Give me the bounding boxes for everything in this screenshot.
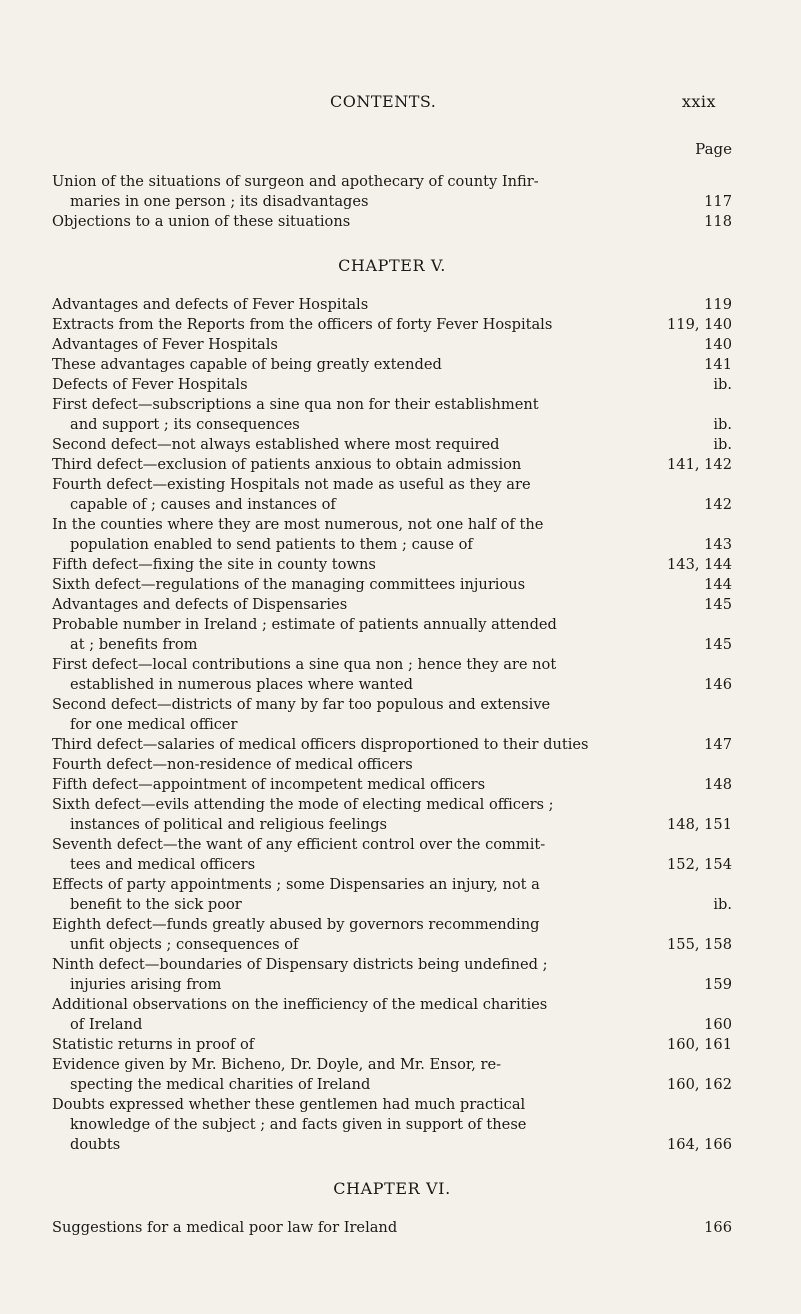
contents-entry [52, 555, 732, 575]
entry-text-line: Statistic returns in proof of [52, 1036, 255, 1053]
entry-text-line: Third defect—exclusion of patients anxious to obtain admission [52, 456, 522, 473]
entry-text-line: Second defect—districts of many by far too populous and extensive [52, 696, 551, 713]
contents-entry [52, 795, 732, 835]
entry-page-ref: 155, 158 [667, 936, 732, 953]
entry-text-line: specting the medical charities of Ireland [70, 1076, 371, 1093]
contents-entry [52, 295, 732, 315]
entry-text-line: These advantages capable of being greatly extended [52, 356, 442, 373]
contents-entry [52, 695, 732, 735]
entry-text-line: of Ireland [70, 1016, 143, 1033]
contents-entry [52, 835, 732, 875]
entry-text-line: maries in one person ; its disadvantages [70, 193, 369, 210]
entry-page-ref: 164, 166 [667, 1136, 732, 1153]
entry-text-line: Suggestions for a medical poor law for Ireland [52, 1219, 398, 1236]
contents-entry [52, 212, 732, 232]
entry-text-line: doubts [70, 1136, 121, 1153]
contents-entry [52, 755, 732, 775]
entry-text-line: instances of political and religious feelings [70, 816, 388, 833]
entry-page-ref: 146 [704, 676, 732, 693]
contents-entry [52, 595, 732, 615]
chapter-v-heading: CHAPTER V. [338, 256, 446, 275]
entry-text-line: benefit to the sick poor [70, 896, 242, 913]
entry-text-line: injuries arising from [70, 976, 222, 993]
contents-entry [52, 655, 732, 695]
entry-text-line: Sixth defect—evils attending the mode of electing medical officers ; [52, 796, 554, 813]
contents-entry [52, 735, 732, 755]
entry-page-ref: 117 [704, 193, 732, 210]
entry-page-ref: 119, 140 [667, 316, 732, 333]
entry-text-line: knowledge of the subject ; and facts given in support of these [70, 1116, 527, 1133]
entry-text-line: Advantages of Fever Hospitals [52, 336, 278, 353]
entry-page-ref: 145 [704, 636, 732, 653]
page-number: xxix [681, 92, 716, 111]
entry-page-ref: 160 [704, 1016, 732, 1033]
section-top-entries [52, 172, 732, 232]
entry-text-line: capable of ; causes and instances of [70, 496, 336, 513]
entry-text-line: Second defect—not always established where most required [52, 436, 500, 453]
page-header [0, 92, 801, 116]
entry-text-line: Advantages and defects of Dispensaries [52, 596, 348, 613]
entry-text-line: Ninth defect—boundaries of Dispensary districts being undefined ; [52, 956, 548, 973]
contents-entry [52, 455, 732, 475]
chapter-vi-heading: CHAPTER VI. [333, 1179, 451, 1198]
entry-page-ref: 160, 161 [667, 1036, 732, 1053]
entry-text-line: Seventh defect—the want of any efficient control over the commit- [52, 836, 546, 853]
entry-text-line: Effects of party appointments ; some Dispensaries an injury, not a [52, 876, 540, 893]
contents-entry [52, 915, 732, 955]
entry-text-line: Doubts expressed whether these gentlemen had much practical [52, 1096, 526, 1113]
entry-page-ref: 140 [704, 336, 732, 353]
entry-text-line: Eighth defect—funds greatly abused by governors recommending [52, 916, 540, 933]
entry-text-line: population enabled to send patients to them ; cause of [70, 536, 473, 553]
entry-text-line: Sixth defect—regulations of the managing committees injurious [52, 576, 526, 593]
entry-page-ref: 145 [704, 596, 732, 613]
contents-entry [52, 315, 732, 335]
entry-page-ref: 148, 151 [667, 816, 732, 833]
contents-entry [52, 375, 732, 395]
contents-entry [52, 355, 732, 375]
entry-page-ref: 143 [704, 536, 732, 553]
entry-text-line: Fifth defect—fixing the site in county towns [52, 556, 376, 573]
contents-entry [52, 1055, 732, 1095]
entry-page-ref: ib. [713, 376, 732, 393]
contents-list [52, 140, 732, 1238]
entry-page-ref: 141 [704, 356, 732, 373]
entry-page-ref: 118 [704, 213, 732, 230]
entry-page-ref: ib. [713, 896, 732, 913]
entry-text-line: Third defect—salaries of medical officers disproportioned to their duties [52, 736, 589, 753]
entry-text-line: First defect—local contributions a sine qua non ; hence they are not [52, 656, 557, 673]
contents-entry [52, 515, 732, 555]
contents-entry [52, 1095, 732, 1155]
entry-page-ref: 141, 142 [667, 456, 732, 473]
entry-text-line: Fourth defect—existing Hospitals not made as useful as they are [52, 476, 531, 493]
entry-text-line: for one medical officer [70, 716, 238, 733]
entry-text-line: Evidence given by Mr. Bicheno, Dr. Doyle, and Mr. Ensor, re- [52, 1056, 502, 1073]
entry-text-line: Objections to a union of these situations [52, 213, 351, 230]
entry-page-ref: ib. [713, 436, 732, 453]
entry-text-line: Advantages and defects of Fever Hospitals [52, 296, 369, 313]
entry-text-line: Fourth defect—non-residence of medical officers [52, 756, 413, 773]
entry-text-line: Defects of Fever Hospitals [52, 376, 248, 393]
contents-entry [52, 1035, 732, 1055]
contents-entry [52, 875, 732, 915]
chapter-v-entries [52, 295, 732, 1155]
contents-entry [52, 955, 732, 995]
chapter-vi-entries [52, 1218, 732, 1238]
entry-page-ref: ib. [713, 416, 732, 433]
contents-entry [52, 395, 732, 435]
entry-page-ref: 119 [704, 296, 732, 313]
contents-entry [52, 575, 732, 595]
entry-text-line: and support ; its consequences [70, 416, 300, 433]
entry-text-line: Extracts from the Reports from the officers of forty Fever Hospitals [52, 316, 553, 333]
contents-entry [52, 1218, 732, 1238]
entry-page-ref: 148 [704, 776, 732, 793]
entry-text-line: at ; benefits from [70, 636, 198, 653]
entry-text-line: Additional observations on the inefficiency of the medical charities [52, 996, 548, 1013]
entry-page-ref: 152, 154 [667, 856, 732, 873]
contents-entry [52, 172, 732, 212]
contents-entry [52, 435, 732, 455]
entry-page-ref: 160, 162 [667, 1076, 732, 1093]
entry-page-ref: 147 [704, 736, 732, 753]
entry-page-ref: 142 [704, 496, 732, 513]
contents-entry [52, 995, 732, 1035]
contents-entry [52, 475, 732, 515]
entry-page-ref: 166 [704, 1219, 732, 1236]
entry-text-line: In the counties where they are most numerous, not one half of the [52, 516, 544, 533]
entry-text-line: unfit objects ; consequences of [70, 936, 299, 953]
contents-entry [52, 615, 732, 655]
entry-text-line: tees and medical officers [70, 856, 256, 873]
entry-text-line: Fifth defect—appointment of incompetent medical officers [52, 776, 486, 793]
entry-text-line: established in numerous places where wanted [70, 676, 414, 693]
entry-page-ref: 159 [704, 976, 732, 993]
running-title: CONTENTS. [330, 92, 437, 111]
contents-entry [52, 335, 732, 355]
entry-text-line: Probable number in Ireland ; estimate of patients annually attended [52, 616, 557, 633]
page-column-label: Page [695, 140, 732, 158]
contents-entry [52, 775, 732, 795]
entry-page-ref: 144 [704, 576, 732, 593]
entry-text-line: First defect—subscriptions a sine qua non for their establishment [52, 396, 539, 413]
entry-text-line: Union of the situations of surgeon and apothecary of county Infir- [52, 173, 539, 190]
entry-page-ref: 143, 144 [667, 556, 732, 573]
